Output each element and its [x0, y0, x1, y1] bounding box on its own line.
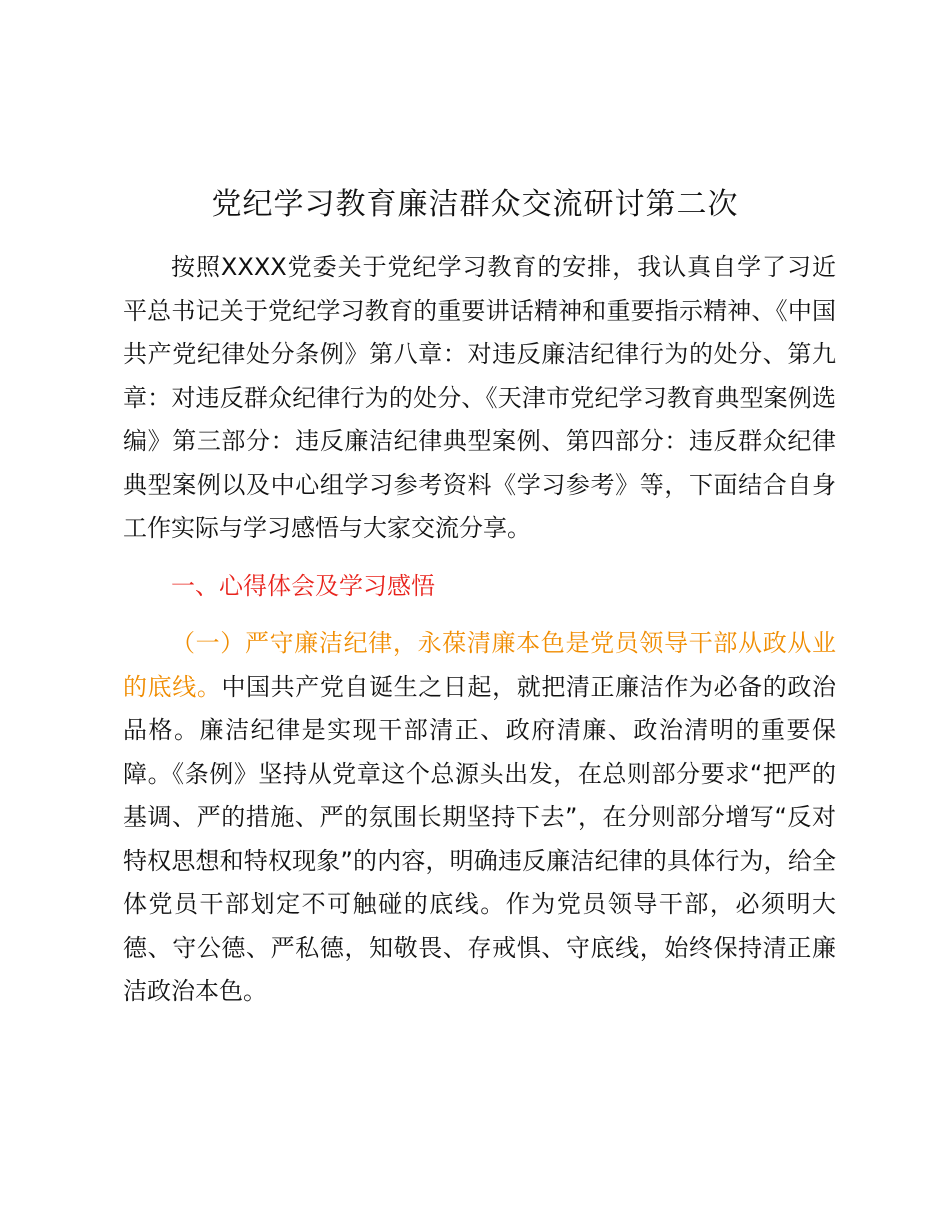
subsection-body: 中国共产党自诞生之日起，就把清正廉洁作为必备的政治品格。廉洁纪律是实现干部清正、政府清廉、政治清明的重要保障。《条例》坚持从党章这个总源头出发，在总则部分要求“把严的基调、严的措施、严的氛围长期坚持下去”，在分则部分增写“反对特权思想和特权现象”的内容，明确违反廉洁纪律的具体行为，给全体党员干部划定不可触碰的底线。作为党员领导干部，必须明大德、守公德、严私德，知敬畏、存戒惧、守底线，始终保持清正廉洁政治本色。 — [123, 672, 837, 1005]
document-title: 党纪学习教育廉洁群众交流研讨第二次 — [211, 187, 739, 222]
section-heading: 一、心得体会及学习感悟 — [171, 572, 435, 600]
subsection-paragraph — [123, 622, 836, 1014]
intro-paragraph: 按照XXXX党委关于党纪学习教育的安排，我认真自学了习近平总书记关于党纪学习教育的重要讲话精神和重要指示精神、《中国共产党纪律处分条例》第八章：对违反廉洁纪律行为的处分、第九章：对违反群众纪律行为的处分、《天津市党纪学习教育典型案例选编》第三部分：违反廉洁纪律典型案例、第四部分：违反群众纪律典型案例以及中心组学习参考资料《学习参考》等，下面结合自身工作实际与学习感悟与大家交流分享。 — [123, 253, 836, 542]
subsection-heading: （一）严守廉洁纪律，永葆清廉本色是党员领导干部从政从业的底线。 — [123, 629, 836, 701]
